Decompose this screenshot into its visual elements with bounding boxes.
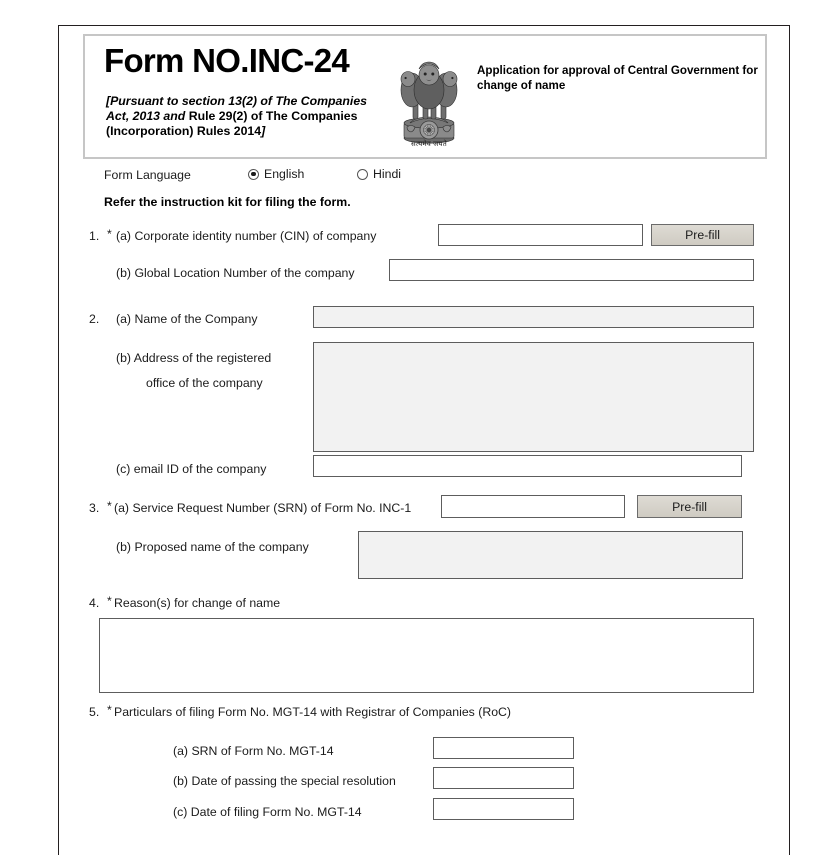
section-2c-label: (c) email ID of the company [116,462,267,476]
section-3a-label: (a) Service Request Number (SRN) of Form No. INC-1 [114,501,412,515]
pursuant-line-1: [Pursuant to section 13(2) of The Companies [106,94,368,108]
section-3-number: 3. [89,501,100,515]
section-4-number: 4. [89,596,100,610]
cin-input[interactable] [438,224,643,246]
global-location-number-input[interactable] [389,259,754,281]
pursuant-line-3: (Incorporation) Rules 2014 [106,124,262,139]
date-filing-mgt14-input[interactable] [433,798,574,820]
section-5-required-marker: * [107,703,112,717]
section-1-required-marker: * [107,227,112,241]
reasons-for-change-input[interactable] [99,618,754,693]
section-5c-label: (c) Date of filing Form No. MGT-14 [173,805,362,819]
radio-english-label: English [264,167,305,181]
section-4-required-marker: * [107,594,112,608]
radio-hindi-icon[interactable] [357,169,368,180]
pursuant-line-2b: Rule 29(2) of The Companies [188,109,358,124]
section-4-label: Reason(s) for change of name [114,596,281,610]
section-3-required-marker: * [107,499,112,513]
radio-hindi-label: Hindi [373,167,402,181]
prefill-cin-button[interactable]: Pre-fill [651,224,754,246]
page-title: Form NO.INC-24 [104,42,350,79]
section-2b-label-line2: office of the company [146,376,263,390]
pursuant-note [106,94,411,140]
section-2b-label-line1: (b) Address of the registered [116,351,272,365]
section-2-number: 2. [89,312,100,326]
section-5-label: Particulars of filing Form No. MGT-14 with Registrar of Companies (RoC) [114,705,512,719]
instruction-kit-note: Refer the instruction kit for filing the form. [104,195,351,209]
section-2a-label: (a) Name of the Company [116,312,258,326]
radio-language-hindi[interactable] [357,167,401,181]
proposed-company-name-input[interactable] [358,531,743,579]
section-1-number: 1. [89,229,100,243]
section-5a-label: (a) SRN of Form No. MGT-14 [173,744,334,758]
prefill-srn-button[interactable]: Pre-fill [637,495,742,518]
radio-english-icon[interactable] [248,169,259,180]
emblem-caption: सत्यमेव जयते [411,141,447,148]
company-email-input[interactable] [313,455,742,477]
section-1b-label: (b) Global Location Number of the company [116,266,355,280]
state-emblem-of-india-icon [393,43,465,155]
date-special-resolution-input[interactable] [433,767,574,789]
section-5b-label: (b) Date of passing the special resolution [173,774,396,788]
section-3b-label: (b) Proposed name of the company [116,540,309,554]
pursuant-line-2a: Act, 2013 and [106,109,189,124]
registered-office-address-input[interactable] [313,342,754,452]
srn-inc1-input[interactable] [441,495,625,518]
form-header-box [83,34,767,159]
srn-mgt14-input[interactable] [433,737,574,759]
company-name-input[interactable] [313,306,754,328]
section-5-number: 5. [89,705,100,719]
pursuant-bracket-close: ] [261,124,266,139]
radio-language-english[interactable] [248,167,304,181]
section-1a-label: (a) Corporate identity number (CIN) of company [116,229,377,243]
form-page [58,25,790,855]
form-language-label: Form Language [104,168,191,182]
application-subtitle: Application for approval of Central Government for change of name [477,64,758,92]
